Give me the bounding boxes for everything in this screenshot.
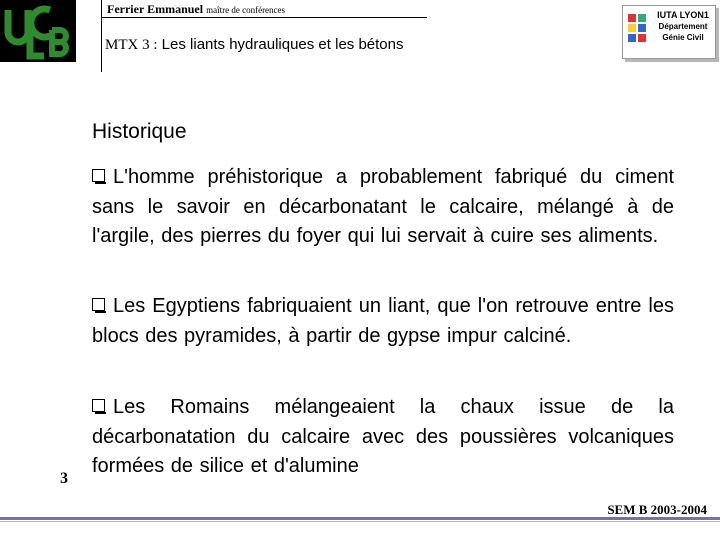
iuta-logo-line3: Génie Civil: [662, 33, 704, 42]
header-vertical-rule: [101, 0, 102, 72]
author-line: [107, 2, 285, 17]
checkbox-bullet-icon: [92, 399, 105, 412]
paragraph-text: L'homme préhistorique a probablement fabriqué du ciment sans le savoir en décarbonatant le calcaire, mélangé à de l'argile, des pierres du foyer qui lui servait à cuire ses aliments.: [92, 166, 674, 247]
checkbox-bullet-icon: [92, 169, 105, 182]
author-role: maître de conférences: [206, 5, 286, 15]
slide-heading: Historique: [92, 120, 187, 143]
bullet-paragraph: [92, 393, 674, 482]
iuta-lyon1-logo: [622, 5, 716, 59]
footer-session: SEM B 2003-2004: [607, 502, 707, 517]
author-name: Ferrier Emmanuel: [107, 2, 204, 16]
footer-rule: [0, 517, 720, 520]
bullet-paragraph: [92, 163, 674, 252]
iuta-emblem-icon: [626, 10, 650, 54]
iuta-logo-line1: IUTA LYON1: [657, 10, 709, 20]
checkbox-bullet-icon: [92, 298, 105, 311]
course-code: MTX 3 :: [105, 37, 158, 53]
iuta-logo-line2: Département: [658, 22, 708, 31]
paragraph-text: Les Egyptiens fabriquaient un liant, que l'on retrouve entre les blocs des pyramides, à partir de gypse impur calciné.: [92, 295, 674, 347]
page-number: 3: [60, 470, 68, 487]
course-title: Les liants hydrauliques et les bétons: [161, 36, 404, 53]
course-title-line: [105, 36, 404, 54]
ucbl-logo: [0, 0, 76, 62]
header-horizontal-rule: [101, 17, 427, 18]
bullet-paragraph: [92, 292, 674, 351]
footer-rule-light: [0, 521, 720, 522]
paragraph-text: Les Romains mélangeaient la chaux issue de la décarbonatation du calcaire avec des poussières volcaniques formées de silice et d'alumine: [92, 396, 674, 477]
